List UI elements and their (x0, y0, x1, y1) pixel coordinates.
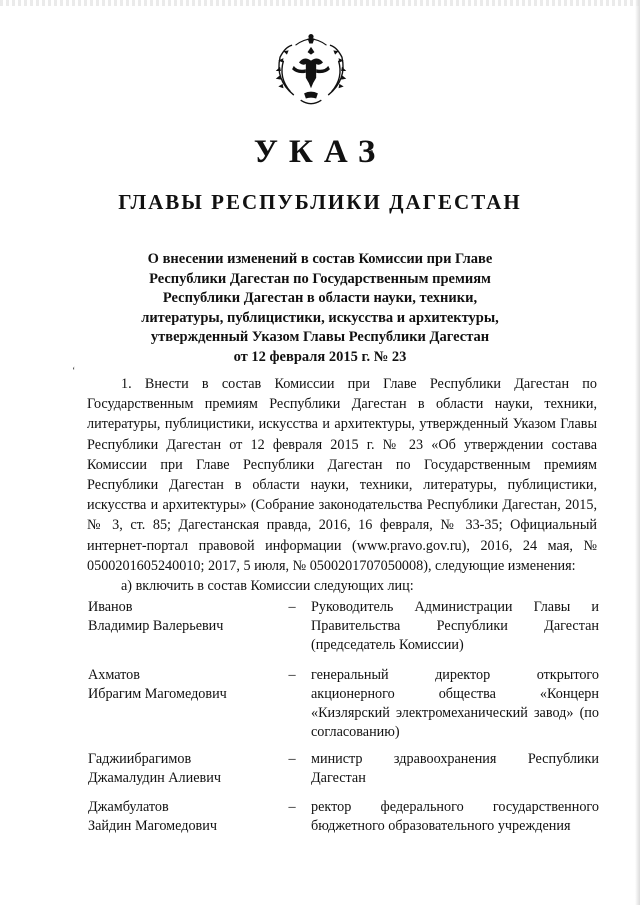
member-dash: – (288, 667, 296, 683)
heading-line: литературы, публицистики, искусства и архитектуры, (141, 309, 499, 326)
member-surname: Иванов (88, 599, 133, 615)
member-dash: – (288, 599, 296, 615)
member-given-names: Ибрагим Магомедович (88, 686, 227, 702)
member-role: Руководитель Администрации Главы и Правительства Республики Дагестан (председатель Комиссии) (311, 599, 599, 653)
member-name (88, 798, 278, 836)
member-role: ректор федерального государственного бюджетного образовательного учреждения (311, 799, 599, 834)
member-name (88, 666, 278, 704)
document-type-title: УКАЗ (253, 134, 387, 170)
issuer-title: ГЛАВЫ РЕСПУБЛИКИ ДАГЕСТАН (118, 190, 522, 214)
member-surname: Джамбулатов (88, 799, 169, 815)
member-surname: Гаджиибрагимов (88, 751, 192, 767)
body-paragraph-2: а) включить в состав Комиссии следующих лиц: (121, 578, 414, 595)
member-role: министр здравоохранения Республики Дагестан (311, 751, 599, 786)
member-given-names: Владимир Валерьевич (88, 618, 224, 634)
decree-body (87, 374, 597, 596)
scan-edge-top (0, 0, 640, 6)
member-name (88, 750, 278, 788)
decree-heading (100, 250, 540, 367)
heading-line: Республики Дагестан в области науки, техники, (162, 290, 478, 306)
heading-line: от 12 февраля 2015 г. № 23 (233, 348, 407, 365)
member-given-names: Джамалудин Алиевич (88, 770, 221, 786)
heading-line: Республики Дагестан по Государственным премиям (149, 270, 491, 287)
body-paragraph-1: 1. Внести в состав Комиссии при Главе Республики Дагестан по Государственным премиям Республики Дагестан в области науки, техники, литературы, публицистики, искусства и архитектуры, утвержденный Указом Главы Республики Дагестан от 12 февраля 2015 г. № 23 «Об утверждении состава Комиссии при Главе Республики Дагестан по Государственным премиям Республики Дагестан в области науки, техники, литературы, публицистики, искусства и архитектуры» (Собрание законодательства Республики Дагестан, 2015, № 3, ст. 85; Дагестанская правда, 2016, 16 февраля, № 33-35; Официальный интернет-портал правовой информации (www.pravo.gov.ru), 2016, 24 мая, № 0500201605240010; 2017, 5 июля, № 0500201707050008), следующие изменения: (87, 376, 597, 574)
member-given-names: Зайдин Магомедович (88, 818, 217, 834)
heading-line: О внесении изменений в состав Комиссии при Главе (147, 251, 493, 267)
member-dash: – (288, 751, 296, 767)
member-dash: – (288, 799, 296, 815)
member-name (88, 598, 278, 636)
member-role: генеральный директор открытого акционерного общества «Концерн «Кизлярский электромеханический завод» (по согласованию) (311, 667, 599, 740)
heading-line: утвержденный Указом Главы Республики Дагестан (150, 329, 490, 345)
member-surname: Ахматов (88, 667, 140, 683)
scan-mark: ‘ (72, 366, 76, 377)
dagestan-coat-of-arms-icon (268, 28, 354, 114)
